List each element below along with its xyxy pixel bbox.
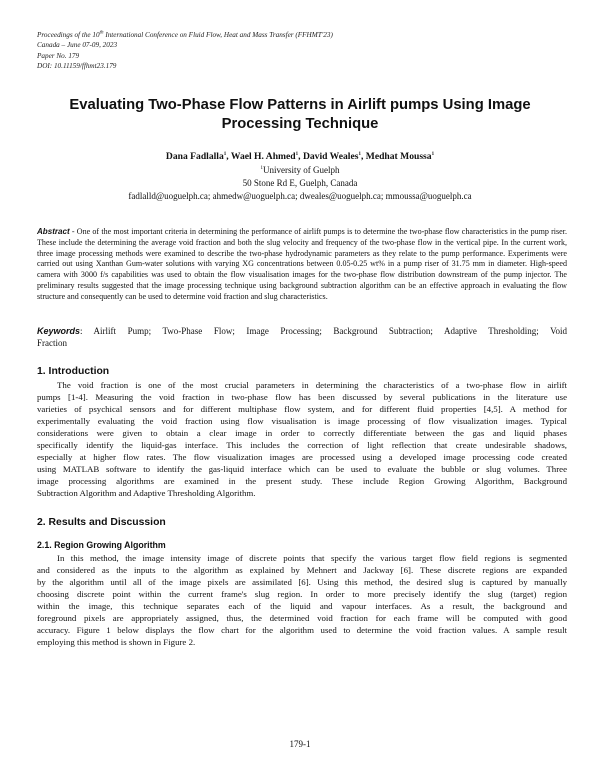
title-line-1: Evaluating Two-Phase Flow Patterns in Airlift pumps Using Image xyxy=(69,97,531,113)
text-line: specifically identify the liquid-gas interface. This includes the correction of light reflection that create undesirable shadows, xyxy=(37,440,567,450)
text-line: considerations were given to obtain a clear image in order to correctly differentiate between the gas and liquid phases xyxy=(37,428,567,438)
text-line: The void fraction is one of the most crucial parameters in determining the characteristics of a two-phase flow in airlift xyxy=(57,380,567,390)
text-line: experimentally evaluating the void fraction using flow visualisation is image processing of flow visualization images. Typical xyxy=(37,416,567,426)
header-line-4: DOI: 10.11159/ffhmt23.179 xyxy=(37,62,117,71)
text-line: employing this method is shown in Figure 2. xyxy=(37,637,196,647)
author-3: David Weales$^1$, xyxy=(302,151,366,162)
header-line-1: Proceedings of the 10th International Conference on Fluid Flow, Heat and Mass Transfer (FFHMT'23) xyxy=(37,30,333,39)
text-line: choosing discrete point within the current frame's slug region. In order to more precisely identify the slug (target) region xyxy=(37,589,567,599)
abstract-label: Abstract xyxy=(37,227,70,236)
proceedings-header xyxy=(37,30,557,72)
keywords-label: Keywords xyxy=(37,326,81,336)
text-line: within the image, this technique separates each of the liquid and vapour interfaces. As a result, the background and xyxy=(37,601,567,611)
keywords xyxy=(37,325,567,349)
header-line-2: Canada – June 07-09, 2023 xyxy=(37,41,118,50)
title-line-2: Processing Technique xyxy=(221,116,379,132)
affiliation-university: $^1$University of Guelph xyxy=(260,165,340,175)
page-number: 179-1 xyxy=(289,739,311,749)
paper-title xyxy=(40,96,560,134)
text-line: pumps [1-4]. Measuring the void fraction in two-phase flow has been discussed by several publications in the literature use xyxy=(37,392,567,402)
text-line: and considered as the inputs to the algorithm as explained by Mehnert and Jackway [6]. These discrete regions are expanded xyxy=(37,565,567,575)
affiliation-address: 50 Stone Rd E, Guelph, Canada xyxy=(242,178,358,188)
affiliation-emails: fadlalld@uoguelph.ca; ahmedw@uoguelph.ca; dweales@uoguelph.ca; mmoussa@uoguelph.ca xyxy=(128,191,472,201)
abstract xyxy=(37,227,567,302)
section-heading-introduction: 1. Introduction xyxy=(37,366,110,377)
text-line: In this method, the image intensity image of discrete points that specify the various target flow field regions is segmented xyxy=(57,553,567,563)
keywords-line-1: Keywords: Airlift Pump; Two-Phase Flow; Image Processing; Background Subtraction; Adaptive Thresholding; Void xyxy=(37,326,567,336)
text-line: especially at higher flow rates. The flow visualization images are processed using a developed image processing code created xyxy=(37,452,567,462)
text-line: foreground pixels are appropriately assigned, thus, the determined void fraction for each frame will be computed with good xyxy=(37,613,567,623)
keywords-line-2: Fraction xyxy=(37,338,67,348)
abstract-text: - One of the most important criteria in determining the performance of airlift pumps is to determine the two-phase flow characteristics in the pump riser. These include the determining the average void fraction and both the slug velocity and frequency of the two-phase flow in the vertical pipe. In the current work, three image processing methods were examined to describe the two-phase hydrodynamic parameters as they relate to the pump performance. Experiments were carried out using Xanthan Gum-water solutions with varying XG concentrations between 0.05-0.25 wt% in a pump riser of 31.75 mm in diameter. High-speed camera with 3000 f/s capabilities was used to obtain the flow visualisation images for the two-phase flow distribution downstream of the pump injector. The preliminary results suggested that the image processing technique using background subtraction algorithm can be an effective approach in evaluating the flow structure and consequently can be used to determine void fraction and slug characteristics. xyxy=(37,227,567,301)
subsection-heading-region-growing: 2.1. Region Growing Algorithm xyxy=(37,540,166,550)
author-list xyxy=(40,151,560,163)
region-growing-body xyxy=(37,552,567,648)
author-1: Dana Fadlalla$^1$, xyxy=(165,151,231,162)
text-line: Subtraction Algorithm and Adaptive Thresholding Algorithm. xyxy=(37,488,256,498)
text-line: using MATLAB software to identify the gas-liquid interface which can be used to evaluate the bubble or slug volumes. Three xyxy=(37,464,567,474)
header-line-3: Paper No. 179 xyxy=(37,51,80,60)
text-line: accuracy. Figure 1 below displays the flow chart for the algorithm used to determine the void fraction values. A sample result xyxy=(37,625,567,635)
author-4: Medhat Moussa$^1$ xyxy=(365,151,435,162)
author-2: Wael H. Ahmed$^1$, xyxy=(230,151,303,162)
text-line: image processing algorithms are examined in the present study. These include Region Growing Algorithm, Background xyxy=(37,476,567,486)
introduction-body xyxy=(37,379,567,499)
text-line: by the algorithm until all of the image pixels are assimilated [6]. Using this method, the desired slug is captured by manually xyxy=(37,577,567,587)
text-line: varieties of psychical sensors and for different multiphase flow system, and for different fluid properties [4,5]. A method for xyxy=(37,404,567,414)
section-heading-results: 2. Results and Discussion xyxy=(37,517,166,528)
